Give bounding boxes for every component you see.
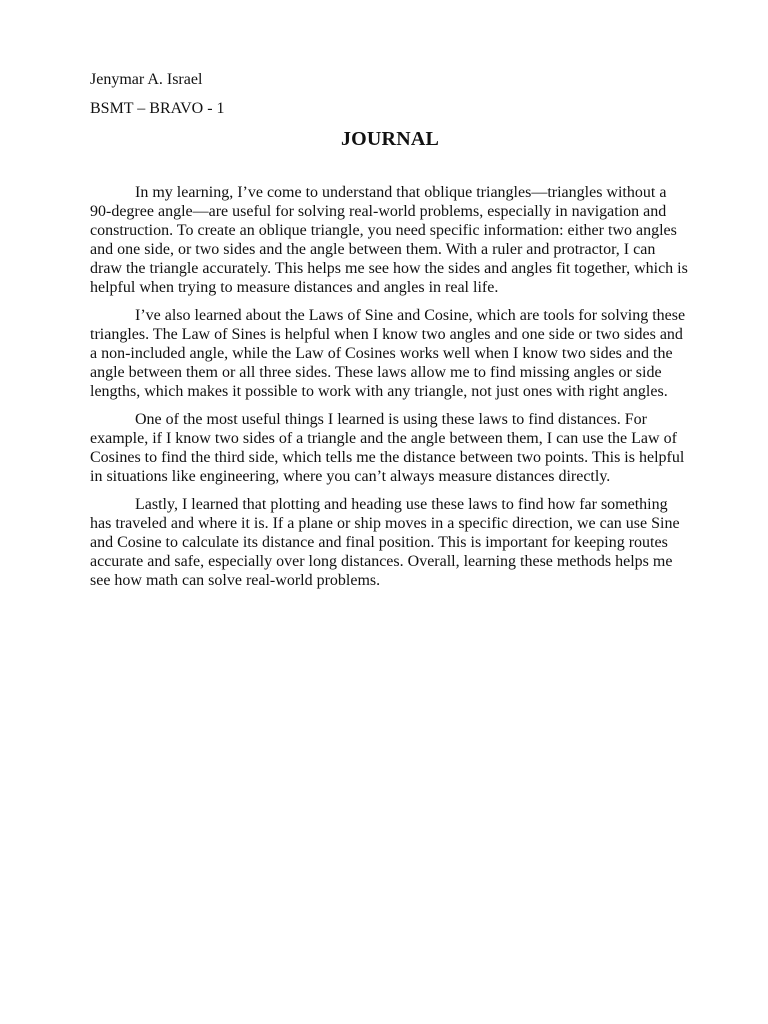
paragraph-plotting-heading: Lastly, I learned that plotting and heading use these laws to find how far something has traveled and where it is. If a plane or ship moves in a specific direction, we can use Sine and Cosine to calculate its distance and final position. This is important for keeping routes accurate and safe, especially over long distances. Overall, learning these methods helps me see how math can solve real-world problems. bbox=[90, 496, 680, 589]
journal-title: JOURNAL bbox=[340, 128, 440, 150]
paragraph-oblique-triangles: In my learning, I’ve come to understand that oblique triangles—triangles without a 90-degree angle—are useful for solving real-world problems, especially in navigation and construction. To create an oblique triangle, you need specific information: either two angles and one side, or two sides and the angle between them. With a ruler and protractor, I can draw the triangle accurately. This helps me see how the sides and angles fit together, which is helpful when trying to measure distances and angles in real life. bbox=[90, 184, 688, 296]
paragraph-laws-sine-cosine: I’ve also learned about the Laws of Sine and Cosine, which are tools for solving these triangles. The Law of Sines is helpful when I know two angles and one side or two sides and a non-included angle, while the Law of Cosines works well when I know two sides and the angle between them or all three sides. These laws allow me to find missing angles or side lengths, which makes it possible to work with any triangle, not just ones with right angles. bbox=[90, 307, 686, 400]
student-name: Jenymar A. Israel bbox=[90, 71, 203, 88]
student-section: BSMT – BRAVO - 1 bbox=[90, 100, 225, 117]
document-content bbox=[90, 70, 690, 599]
paragraph-finding-distances: One of the most useful things I learned is using these laws to find distances. For example, if I know two sides of a triangle and the angle between them, I can use the Law of Cosines to find the third side, which tells me the distance between two points. This is helpful in situations like engineering, where you can’t always measure distances directly. bbox=[90, 411, 685, 485]
journal-body bbox=[90, 183, 690, 590]
